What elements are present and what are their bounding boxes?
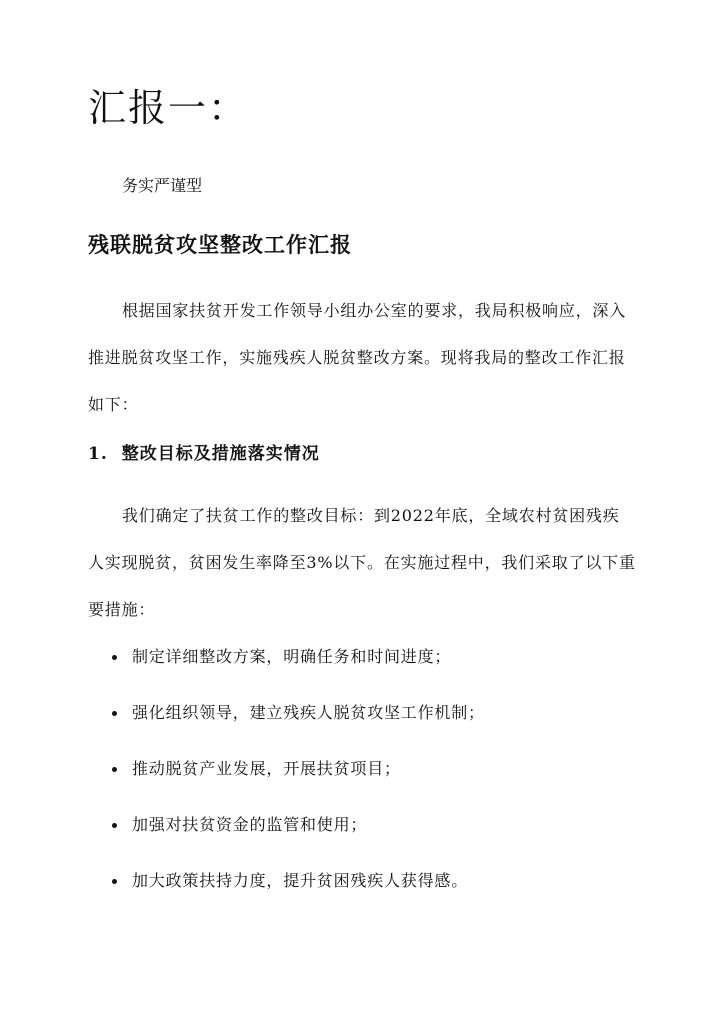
measures-list [88, 637, 648, 917]
list-item [88, 861, 648, 917]
section-number: 1. [88, 444, 108, 464]
list-item [88, 805, 648, 861]
bullet-icon [112, 655, 117, 660]
list-item [88, 693, 648, 749]
list-item-text: 制定详细整改方案，明确任务和时间进度； [132, 647, 452, 666]
bullet-icon [112, 767, 117, 772]
report-title: 残联脱贫攻坚整改工作汇报 [88, 232, 352, 257]
subtitle: 务实严谨型 [122, 176, 203, 195]
section-title: 整改目标及措施落实情况 [121, 444, 320, 464]
section-heading [88, 440, 320, 468]
bullet-icon [112, 823, 117, 828]
list-item-text: 加大政策扶持力度，提升贫困残疾人获得感。 [132, 871, 469, 890]
page-heading: 汇报一： [88, 86, 249, 130]
bullet-icon [112, 879, 117, 884]
intro-paragraph: 根据国家扶贫开发工作领导小组办公室的要求，我局积极响应，深入推进脱贫攻坚工作，实施残疾人脱贫整改方案。现将我局的整改工作汇报如下： [88, 301, 627, 414]
list-item-text: 强化组织领导，建立残疾人脱贫攻坚工作机制； [132, 703, 485, 722]
section-paragraph: 我们确定了扶贫工作的整改目标：到2022年底，全域农村贫困残疾人实现脱贫，贫困发生率降至3%以下。在实施过程中，我们采取了以下重要措施： [88, 506, 636, 619]
bullet-icon [112, 711, 117, 716]
list-item-text: 推动脱贫产业发展，开展扶贫项目； [132, 759, 401, 778]
list-item [88, 637, 648, 693]
list-item-text: 加强对扶贫资金的监管和使用； [132, 815, 368, 834]
list-item [88, 749, 648, 805]
